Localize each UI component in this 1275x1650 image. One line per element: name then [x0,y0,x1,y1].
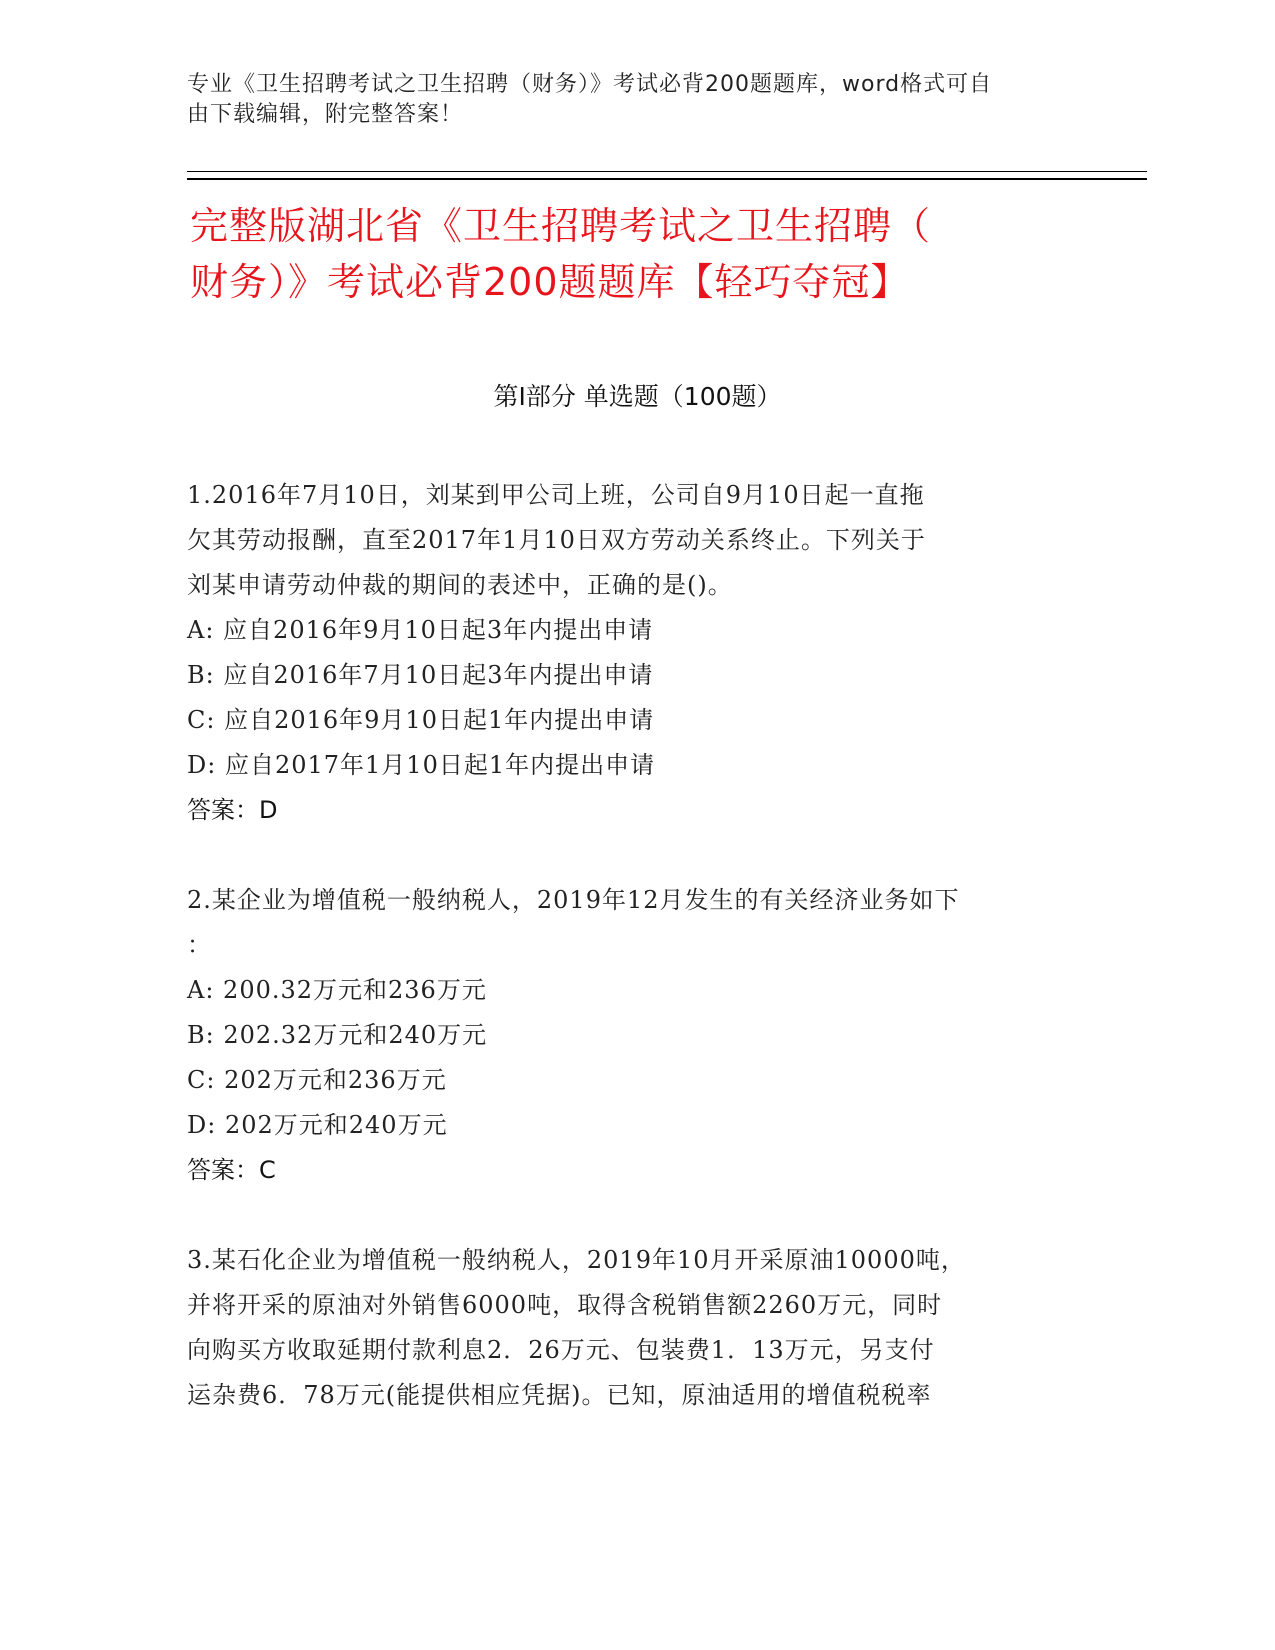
option-b: B: 应自2016年7月10日起3年内提出申请 [187,661,654,689]
option-a: A: 200.32万元和236万元 [187,976,487,1004]
question-stem-line: 刘某申请劳动仲裁的期间的表述中，正确的是()。 [187,571,733,599]
question-2 [187,878,1067,1193]
option-d: D: 应自2017年1月10日起1年内提出申请 [187,751,656,779]
header-note-line-2: 由下载编辑，附完整答案！ [187,102,464,127]
answer-label: 答案：C [187,1156,276,1184]
question-stem-line: ： [187,931,212,959]
question-stem-line: 向购买方收取延期付款利息2．26万元、包装费1．13万元，另支付 [187,1336,935,1364]
question-stem-line: 运杂费6．78万元(能提供相应凭据)。已知，原油适用的增值税税率 [187,1381,932,1409]
option-d: D: 202万元和240万元 [187,1111,448,1139]
header-note [187,70,1067,130]
header-divider-thick [187,178,1147,180]
question-1 [187,473,1067,833]
section-heading: 第Ⅰ部分 单选题（100题） [493,382,782,411]
question-stem-line: 欠其劳动报酬，直至2017年1月10日双方劳动关系终止。下列关于 [187,526,926,554]
option-c: C: 202万元和236万元 [187,1066,447,1094]
document-title-line-1: 完整版湖北省《卫生招聘考试之卫生招聘（ [190,204,932,248]
question-stem-line: 并将开采的原油对外销售6000吨，取得含税销售额2260万元，同时 [187,1291,943,1319]
option-a: A: 应自2016年9月10日起3年内提出申请 [187,616,654,644]
header-divider-thin [187,171,1147,172]
question-stem-line: 3.某石化企业为增值税一般纳税人，2019年10月开采原油10000吨， [187,1246,966,1274]
question-stem-line: 1.2016年7月10日，刘某到甲公司上班，公司自9月10日起一直拖 [187,481,925,509]
question-3 [187,1238,1067,1418]
option-b: B: 202.32万元和240万元 [187,1021,488,1049]
document-title [190,198,1090,310]
option-c: C: 应自2016年9月10日起1年内提出申请 [187,706,655,734]
header-note-line-1: 专业《卫生招聘考试之卫生招聘（财务）》考试必背200题题库，word格式可自 [187,72,993,97]
answer-label: 答案：D [187,796,278,824]
question-stem-line: 2.某企业为增值税一般纳税人，2019年12月发生的有关经济业务如下 [187,886,960,914]
document-title-line-2: 财务）》考试必背200题题库【轻巧夺冠】 [190,260,910,304]
